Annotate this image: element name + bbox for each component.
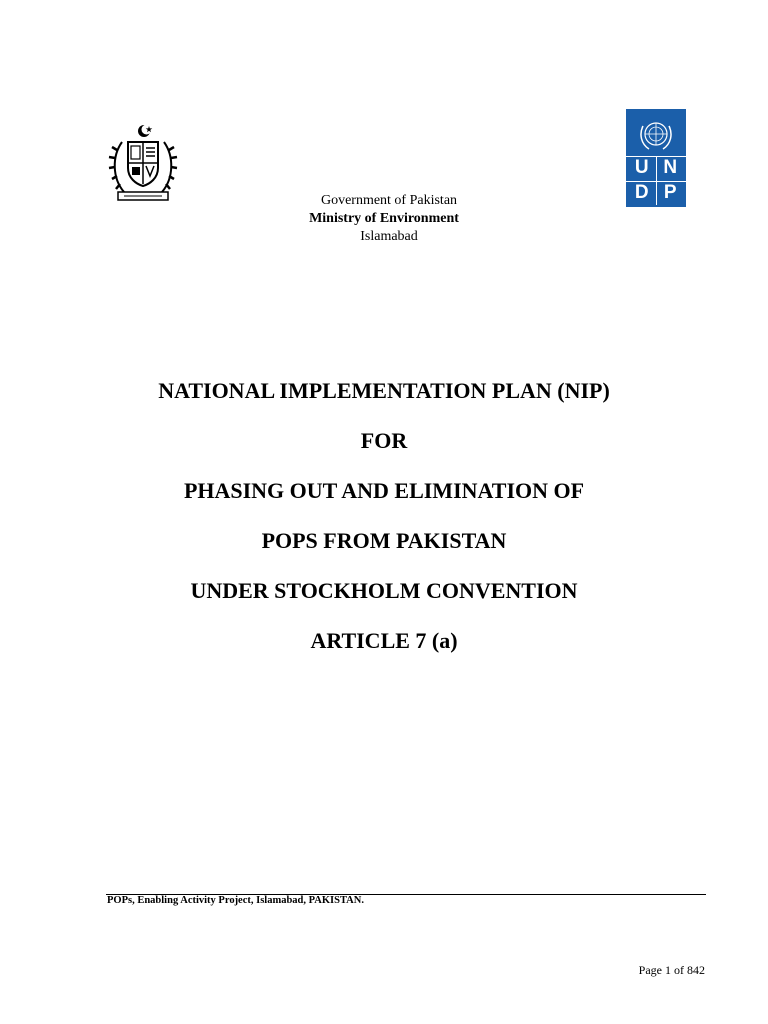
organization-block xyxy=(0,192,768,246)
footer-project-text: POPs, Enabling Activity Project, Islamabad, PAKISTAN. xyxy=(107,895,364,906)
title-line: POPS FROM PAKISTAN xyxy=(261,528,507,553)
government-name: Government of Pakistan xyxy=(320,193,458,208)
undp-letter-p: P xyxy=(663,182,677,203)
title-line: UNDER STOCKHOLM CONVENTION xyxy=(190,578,578,603)
undp-letter-d: D xyxy=(634,182,649,203)
page-number: Page 1 of 842 xyxy=(638,963,705,977)
title-line: PHASING OUT AND ELIMINATION OF xyxy=(183,478,585,503)
title-line: ARTICLE 7 (a) xyxy=(310,628,458,653)
document-title xyxy=(0,378,768,678)
city-name: Islamabad xyxy=(360,229,418,244)
un-globe-icon xyxy=(638,116,674,152)
title-line: FOR xyxy=(360,428,408,453)
title-line: NATIONAL IMPLEMENTATION PLAN (NIP) xyxy=(158,378,610,403)
ministry-name: Ministry of Environment xyxy=(309,211,459,226)
undp-letter-u: U xyxy=(634,157,649,178)
undp-letter-n: N xyxy=(663,157,678,178)
